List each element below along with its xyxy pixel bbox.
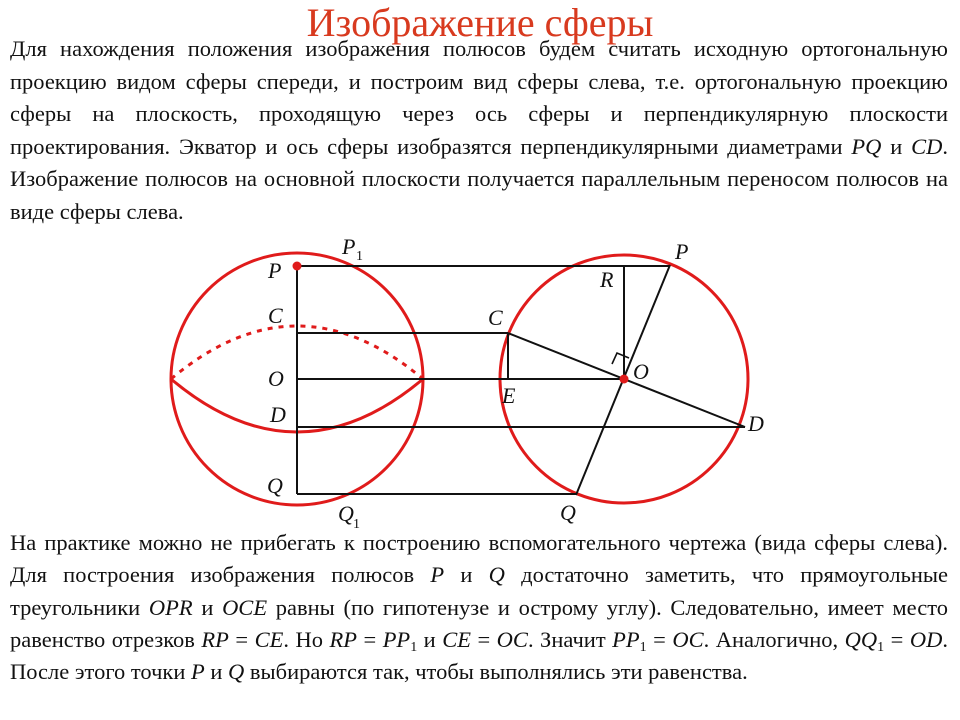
- label-q-left: Q: [267, 473, 283, 498]
- math-symbol: P: [191, 659, 205, 685]
- text-run: . Изображение полюсов на основной плоскости получается параллельным переносом полюсов на виде сферы слева.: [10, 133, 948, 224]
- math-symbol: QQ: [844, 626, 878, 652]
- label-d-left: D: [270, 402, 286, 427]
- subscript: 1: [410, 639, 418, 655]
- label-p1: P: [342, 234, 356, 259]
- label-c-right: C: [488, 305, 503, 330]
- text-run: . Значит: [527, 626, 613, 652]
- text-run: . После этого точки: [10, 626, 948, 685]
- math-symbol: OC: [672, 626, 704, 652]
- right-angle-mark: [612, 353, 629, 364]
- text-run: равны (по гипотенузе и острому углу). Следовательно, имеет место равенство отрезков: [10, 594, 948, 652]
- text-run: и: [192, 594, 223, 620]
- math-symbol: P: [430, 562, 445, 588]
- label-o-left: O: [268, 366, 284, 391]
- label-q1: Q: [338, 501, 354, 526]
- point-o-right: [620, 375, 629, 384]
- label-e: E: [502, 383, 516, 408]
- text-run: =: [357, 626, 383, 652]
- label-p-right: P: [675, 239, 689, 264]
- text-run: =: [470, 626, 497, 652]
- math-symbol: CD: [911, 133, 943, 159]
- text-run: . Но: [283, 626, 330, 652]
- practice-paragraph: [10, 527, 948, 688]
- text-run: и: [417, 626, 443, 652]
- point-p-left: [293, 262, 302, 271]
- label-c-left: C: [268, 303, 283, 328]
- text-run: =: [228, 626, 255, 652]
- math-symbol: CE: [442, 626, 471, 652]
- math-symbol: OD: [909, 626, 943, 652]
- text-run: Для нахождения положения изображения полюсов будем считать исходную ортогональную проекцию видом сферы спереди, и построим вид сферы слева, т.е. ортогональную проекцию сферы на плоскость, проходящую через ось сферы и перпендикулярную плоскости проектирования. Экватор и ось сферы изобразятся перпендикулярными диаметрами: [10, 36, 948, 159]
- math-symbol: PP: [612, 626, 640, 652]
- math-symbol: PP: [382, 626, 411, 652]
- math-symbol: RP: [201, 626, 229, 652]
- text-run: На практике можно не прибегать к построению вспомогательного чертежа (вида сферы слева). Для построения изображения полюсов: [10, 530, 948, 588]
- label-p-left: P: [268, 258, 282, 283]
- label-d-right: D: [748, 411, 764, 436]
- label-r: R: [600, 267, 614, 292]
- text-run: достаточно заметить, что прямоугольные треугольники: [10, 562, 949, 620]
- text-run: и: [881, 133, 912, 159]
- text-run: и: [204, 659, 229, 685]
- text-run: выбираются так, чтобы выполнялись эти равенства.: [244, 659, 748, 685]
- math-symbol: OC: [496, 626, 528, 652]
- label-o-right: O: [633, 359, 649, 384]
- math-symbol: OCE: [222, 594, 268, 620]
- label-p1-sub: 1: [356, 249, 363, 264]
- math-symbol: OPR: [148, 594, 193, 620]
- slide-title: Изображение сферы: [306, 0, 654, 45]
- math-symbol: RP: [329, 626, 357, 652]
- text-run: =: [884, 626, 910, 652]
- math-symbol: CE: [254, 626, 284, 652]
- subscript: 1: [639, 639, 647, 655]
- subscript: 1: [877, 639, 885, 655]
- label-q1-sub: 1: [353, 517, 360, 532]
- math-symbol: Q: [488, 562, 505, 588]
- math-symbol: PQ: [851, 133, 882, 159]
- label-q-right: Q: [560, 500, 576, 525]
- text-run: и: [444, 562, 489, 588]
- math-symbol: Q: [228, 659, 245, 685]
- text-run: . Аналогично,: [703, 626, 845, 652]
- text-run: =: [646, 626, 673, 652]
